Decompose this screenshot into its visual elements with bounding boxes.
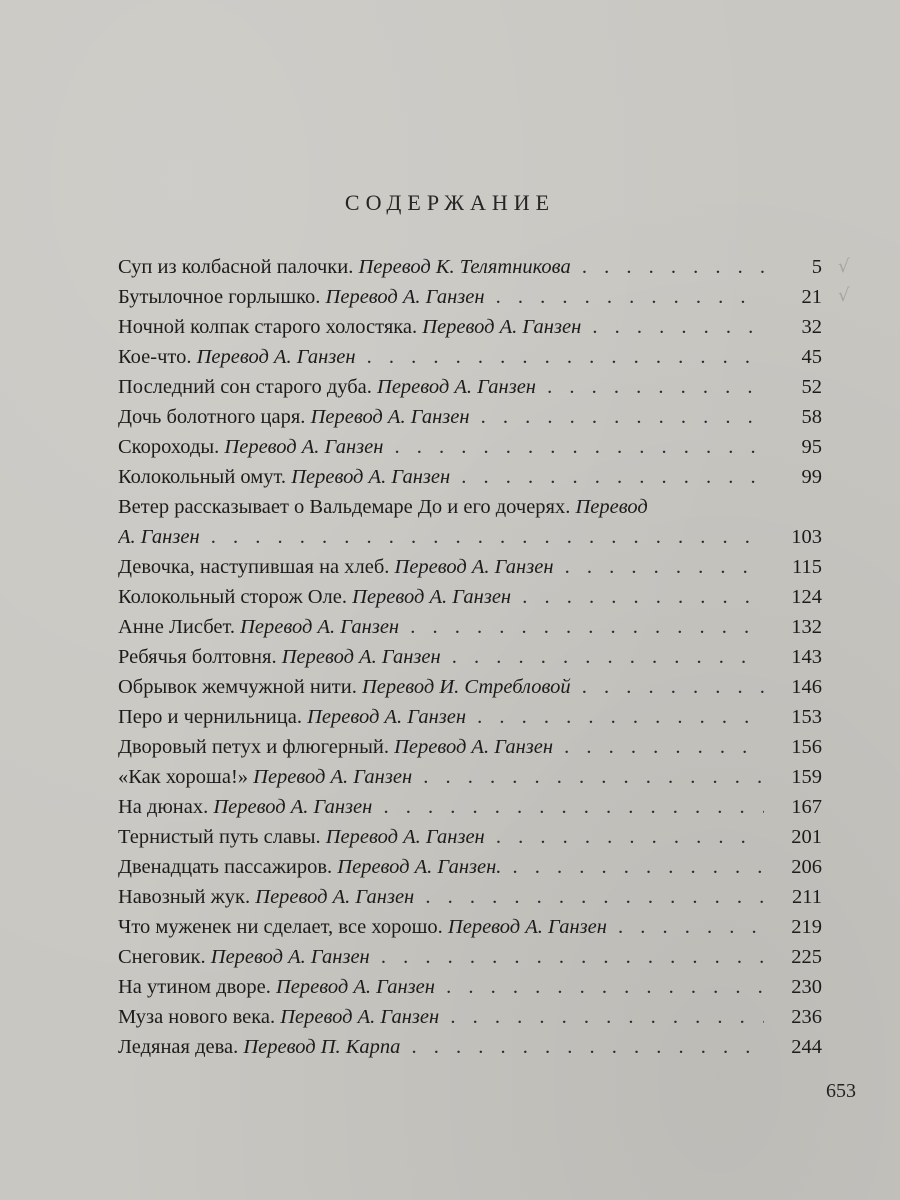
toc-entry-text [118,792,764,822]
toc-entry-title: Кое-что. [118,346,192,368]
toc-entry-translator: Перевод А. Ганзен [240,616,400,638]
toc-entry-text [118,402,764,432]
toc-entry-translator: Перевод А. Ганзен [394,556,554,578]
toc-entry-translator: Перевод А. Ганзен [224,436,384,458]
toc-entry-page: 32 [801,316,822,338]
toc-entry-translator: Перевод И. Стребловой [362,676,571,698]
toc-entry-title: На утином дворе. [118,976,271,998]
toc-entry [118,282,822,312]
toc-entry-translator: Перевод А. Ганзен [325,286,485,308]
toc-entry [118,312,822,342]
toc-entry [118,1002,822,1032]
toc-entry [118,942,822,972]
toc-entry-page: 211 [792,886,822,908]
toc-entry-translator: Перевод А. Ганзен [307,706,467,728]
toc-entry-title: «Как хороша!» [118,766,249,788]
toc-entry [118,852,822,882]
toc-entry [118,252,822,282]
toc-entry [118,822,822,852]
toc-entry-title: Двенадцать пассажиров. [118,856,333,878]
toc-entry [118,972,822,1002]
toc-entry-page: 206 [791,856,822,878]
toc-entry-title: Ребячья болтовня. [118,646,277,668]
toc-entry-text [118,372,764,402]
toc-entry-page: 230 [791,976,822,998]
toc-entry [118,462,822,492]
toc-entry-page: 5 [811,256,822,278]
toc-entry-translator: Перевод [575,496,648,518]
toc-entry-page: 95 [801,436,822,458]
toc-entry-title: Перо и чернильница. [118,706,302,728]
toc-entry-title: Навозный жук. [118,886,251,908]
toc-entry-translator: Перевод А. Ганзен [447,916,607,938]
toc-entry-text [118,702,764,732]
toc-entry-page: 58 [801,406,822,428]
toc-entry-title: Колокольный сторож Оле. [118,586,348,608]
toc-entry [118,342,822,372]
toc-entry [118,492,822,552]
toc-entry [118,762,822,792]
toc-entry-text [118,762,764,792]
toc-entry-translator: Перевод А. Ганзен [255,886,415,908]
toc-entry-title: На дюнах. [118,796,209,818]
toc-entry-title: Скороходы. [118,436,220,458]
toc-entry-title: Обрывок жемчужной нити. [118,676,357,698]
toc-entry-translator: Перевод П. Карпа [243,1036,401,1058]
toc-entry-page: 219 [791,916,822,938]
toc-entry-text [118,822,764,852]
toc-entry-text [118,342,764,372]
toc-entry-text [118,432,764,462]
toc-entry-page: 115 [792,556,822,578]
toc-entry-page: 201 [791,826,822,848]
toc-entry-page: 146 [791,676,822,698]
toc-entry-title: Анне Лисбет. [118,616,235,638]
toc-entry-page: 99 [801,466,822,488]
toc-entry [118,612,822,642]
toc-entry-text [118,642,764,672]
toc-entry-page: 225 [791,946,822,968]
toc-entry-text [118,972,764,1002]
toc-entry-translator: Перевод А. Ганзен [310,406,470,428]
toc-entry-translator: Перевод А. Ганзен [210,946,370,968]
pencil-checkmark-icon: √ [838,256,850,277]
toc-entry-title: Колокольный омут. [118,466,287,488]
toc-entry-translator: Перевод А. Ганзен [213,796,373,818]
table-of-contents [118,252,822,1062]
toc-entry-translator: Перевод А. Ганзен [291,466,451,488]
toc-entry-title: Девочка, наступившая на хлеб. [118,556,390,578]
toc-entry-page: 153 [791,706,822,728]
toc-entry [118,582,822,612]
toc-entry-text [118,912,764,942]
toc-entry-translator: Перевод А. Ганзен [352,586,512,608]
toc-entry-page: 236 [791,1006,822,1028]
page-number: 653 [826,1080,856,1102]
toc-entry-text [118,672,764,702]
toc-entry-page: 244 [791,1036,822,1058]
toc-entry-page: 167 [791,796,822,818]
toc-entry-title: Снеговик. [118,946,206,968]
pencil-checkmark-icon: √ [838,285,850,306]
toc-entry-text [118,1002,764,1032]
toc-entry-text [118,852,764,882]
toc-entry [118,702,822,732]
toc-entry-title: Тернистый путь славы. [118,826,321,848]
toc-entry-text [118,462,764,492]
toc-entry-title: Бутылочное горлышко. [118,286,321,308]
toc-entry [118,642,822,672]
toc-entry-translator: Перевод А. Ганзен [422,316,582,338]
toc-entry-title: Ночной колпак старого холостяка. [118,316,418,338]
toc-entry-page: 143 [791,646,822,668]
toc-entry [118,1032,822,1062]
toc-entry-title: Суп из колбасной палочки. [118,256,354,278]
toc-entry [118,792,822,822]
toc-entry-translator: Перевод А. Ганзен [196,346,356,368]
toc-entry-text [118,252,764,282]
toc-entry-page: 132 [791,616,822,638]
toc-entry-page: 159 [791,766,822,788]
toc-entry-title: Последний сон старого дуба. [118,376,372,398]
toc-entry-text [118,612,764,642]
toc-entry-title: Ледяная дева. [118,1036,239,1058]
toc-entry [118,402,822,432]
toc-entry [118,672,822,702]
toc-entry-page: 124 [791,586,822,608]
toc-entry-page: 103 [791,526,822,548]
toc-entry-text [118,942,764,972]
toc-entry [118,552,822,582]
toc-entry-translator: Перевод А. Ганзен [253,766,413,788]
toc-entry-page: 156 [791,736,822,758]
toc-entry-text [118,732,764,762]
toc-entry [118,372,822,402]
toc-entry [118,882,822,912]
toc-entry-text [118,882,764,912]
toc-entry-translator: Перевод А. Ганзен [280,1006,440,1028]
toc-entry-page: 45 [801,346,822,368]
toc-entry [118,432,822,462]
toc-entry-title: Муза нового века. [118,1006,276,1028]
toc-entry-first-line [118,492,822,522]
toc-entry-text [118,282,764,312]
toc-entry [118,732,822,762]
toc-entry-page: 52 [801,376,822,398]
toc-entry-page: 21 [801,286,822,308]
toc-entry [118,912,822,942]
toc-entry-translator: Перевод А. Ганзен [394,736,554,758]
toc-entry-translator: Перевод А. Ганзен [325,826,485,848]
toc-entry-title: Ветер рассказывает о Вальдемаре До и его дочерях. [118,496,571,518]
toc-entry-translator: Перевод К. Телятникова [358,256,571,278]
toc-entry-title: Дочь болотного царя. [118,406,306,428]
toc-entry-translator: Перевод А. Ганзен. [337,856,502,878]
toc-entry-translator: Перевод А. Ганзен [275,976,435,998]
page-title: СОДЕРЖАНИЕ [344,190,556,215]
toc-entry-title: Что муженек ни сделает, все хорошо. [118,916,443,938]
toc-entry-text [118,582,764,612]
toc-entry-translator: Перевод А. Ганзен [281,646,441,668]
toc-entry-text [118,522,764,552]
toc-entry-text [118,552,764,582]
toc-entry-title: Дворовый петух и флюгерный. [118,736,389,758]
toc-entry-text [118,1032,764,1062]
toc-entry-translator-continued: А. Ганзен [118,526,200,548]
toc-entry-text [118,312,764,342]
toc-entry-translator: Перевод А. Ганзен [377,376,536,398]
